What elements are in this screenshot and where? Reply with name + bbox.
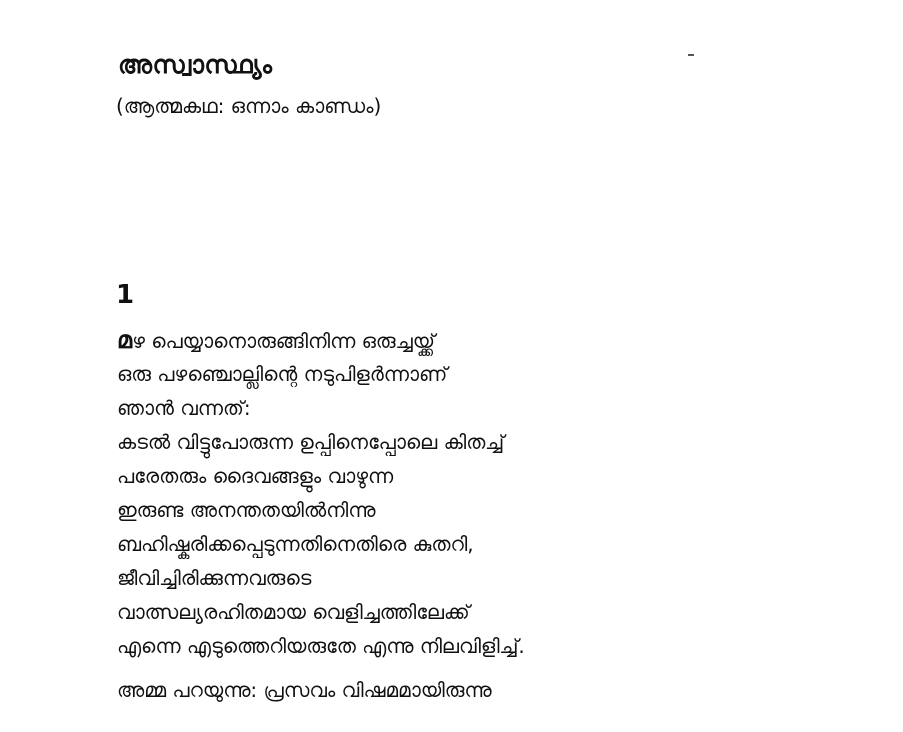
scan-speck bbox=[688, 54, 694, 56]
poem-line: കടൽ വിട്ടുപോരുന്ന ഉപ്പിനെപ്പോലെ കിതച്ച് bbox=[117, 430, 505, 454]
poem-line: ഒരു പഴഞ്ചൊല്ലിന്റെ നടുപിളർന്നാണ് bbox=[117, 362, 448, 386]
document-subtitle: (ആത്മകഥ: ഒന്നാം കാണ്ഡം) bbox=[116, 94, 382, 118]
poem-line: എന്നെ എടുത്തെറിയരുതേ എന്നു നിലവിളിച്ച്. bbox=[117, 634, 525, 658]
poem-line bbox=[117, 323, 877, 357]
poem-line-text: ഴ പെയ്യാനൊരുങ്ങിനിന്ന ഒരുച്ചയ്ക്ക് bbox=[132, 329, 435, 353]
drop-cap: മ bbox=[117, 326, 133, 354]
poem-line: പരേതരും ദൈവങ്ങളും വാഴുന്ന bbox=[117, 464, 394, 488]
document-title: അസ്വാസ്ഥ്യം bbox=[118, 50, 273, 79]
poem-line: ഇരുണ്ട അനന്തതയിൽനിന്നു bbox=[117, 498, 376, 522]
poem-line: വാത്സല്യരഹിതമായ വെളിച്ചത്തിലേക്ക് bbox=[117, 600, 470, 624]
poem-line: ബഹിഷ്കരിക്കപ്പെടുന്നതിനെതിരെ കുതറി, bbox=[117, 532, 474, 556]
poem-line: ഞാൻ വന്നത്: bbox=[117, 396, 251, 420]
poem-line: ജീവിച്ചിരിക്കുന്നവരുടെ bbox=[117, 566, 312, 590]
poem-last-line: അമ്മ പറയുന്നു: പ്രസവം വിഷമമായിരുന്നു bbox=[117, 678, 492, 702]
poem-body bbox=[117, 323, 877, 707]
section-number: 1 bbox=[116, 280, 135, 310]
